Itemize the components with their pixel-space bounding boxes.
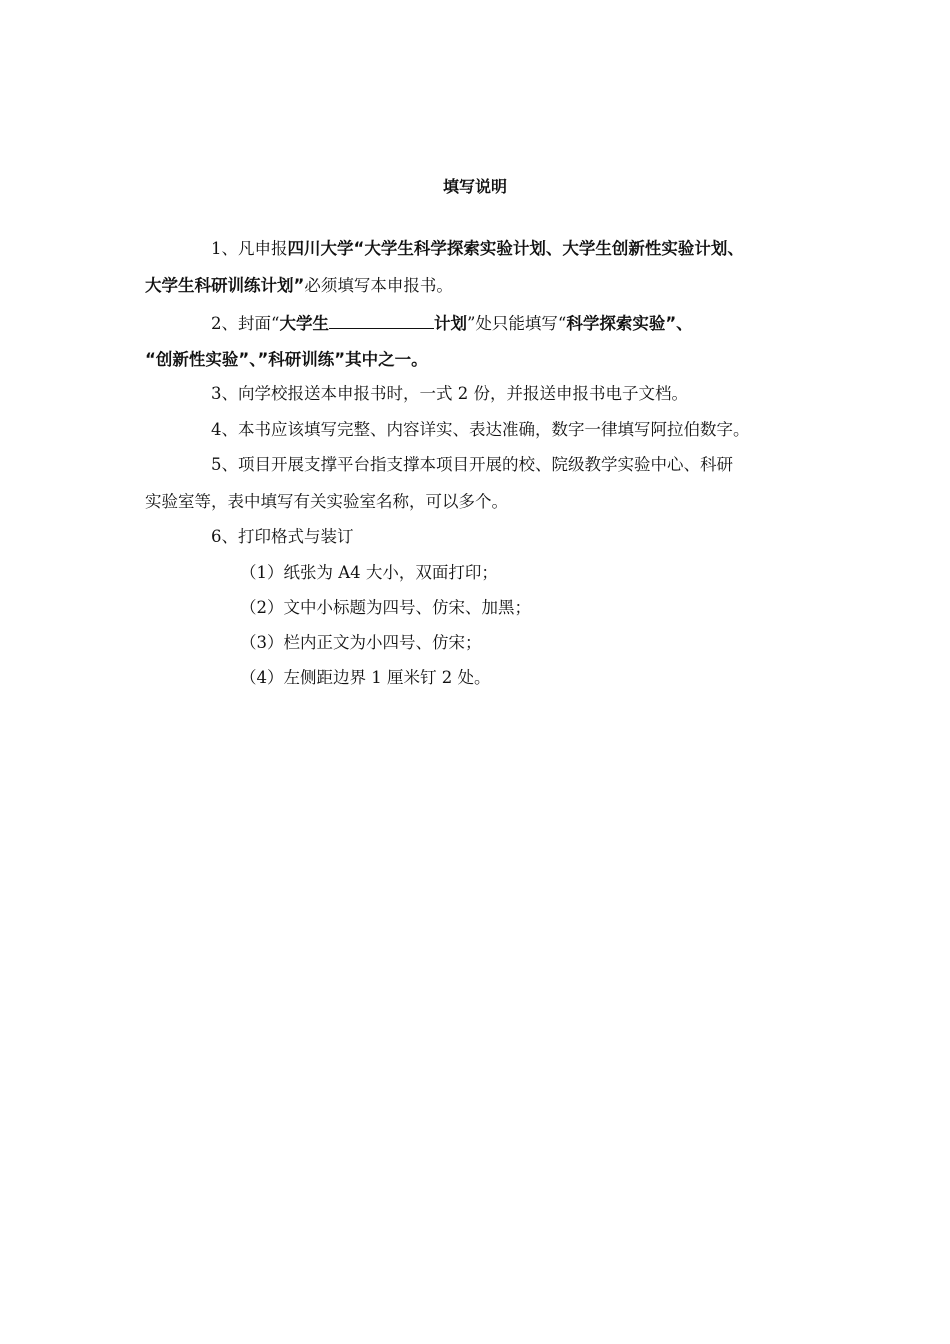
instruction-item-2-line-2 xyxy=(145,349,428,371)
blank-underline xyxy=(329,312,434,329)
item-1-bold-program-names: 四川大学“大学生科学探索实验计划、大学生创新性实验计划、 xyxy=(287,239,744,258)
item-2-bold-science: 科学探索实验”、 xyxy=(566,314,693,333)
page-title: 填写说明 xyxy=(442,177,507,196)
item-2-prefix: 2、封面“ xyxy=(211,314,280,333)
item-1-bold-program-name-cont: 大学生科研训练计划” xyxy=(145,276,305,295)
print-format-subitem: （2）文中小标题为四号、仿宋、加黑； xyxy=(240,598,531,617)
item-2-middle: ”处只能填写“ xyxy=(466,314,567,333)
instruction-item-6-heading: 6、打印格式与装订 xyxy=(211,527,354,546)
item-1-suffix: 必须填写本申报书。 xyxy=(304,276,453,295)
print-format-subitem: （1）纸张为 A4 大小，双面打印； xyxy=(240,563,498,582)
item-1-prefix: 1、凡申报 xyxy=(211,239,288,258)
item-2-bold-plan: 计划 xyxy=(433,314,467,333)
print-format-subitem: （4）左侧距边界 1 厘米钉 2 处。 xyxy=(240,668,491,687)
instruction-item-1-line-1 xyxy=(211,238,744,260)
item-2-bold-options: “创新性实验”、”科研训练”其中之一。 xyxy=(145,350,428,369)
item-2-bold-student: 大学生 xyxy=(279,314,329,333)
instruction-item-2-line-1 xyxy=(211,312,693,335)
print-format-subitem: （3）栏内正文为小四号、仿宋； xyxy=(240,633,482,652)
instruction-item-5-line-2: 实验室等，表中填写有关实验室名称，可以多个。 xyxy=(145,492,508,511)
instruction-item-3: 3、向学校报送本申报书时，一式 2 份，并报送申报书电子文档。 xyxy=(211,384,688,403)
instruction-item-4: 4、本书应该填写完整、内容详实、表达准确，数字一律填写阿拉伯数字。 xyxy=(211,420,750,439)
instruction-item-1-line-2 xyxy=(145,275,453,297)
instruction-item-5-line-1: 5、项目开展支撑平台指支撑本项目开展的校、院级教学实验中心、科研 xyxy=(211,455,733,474)
